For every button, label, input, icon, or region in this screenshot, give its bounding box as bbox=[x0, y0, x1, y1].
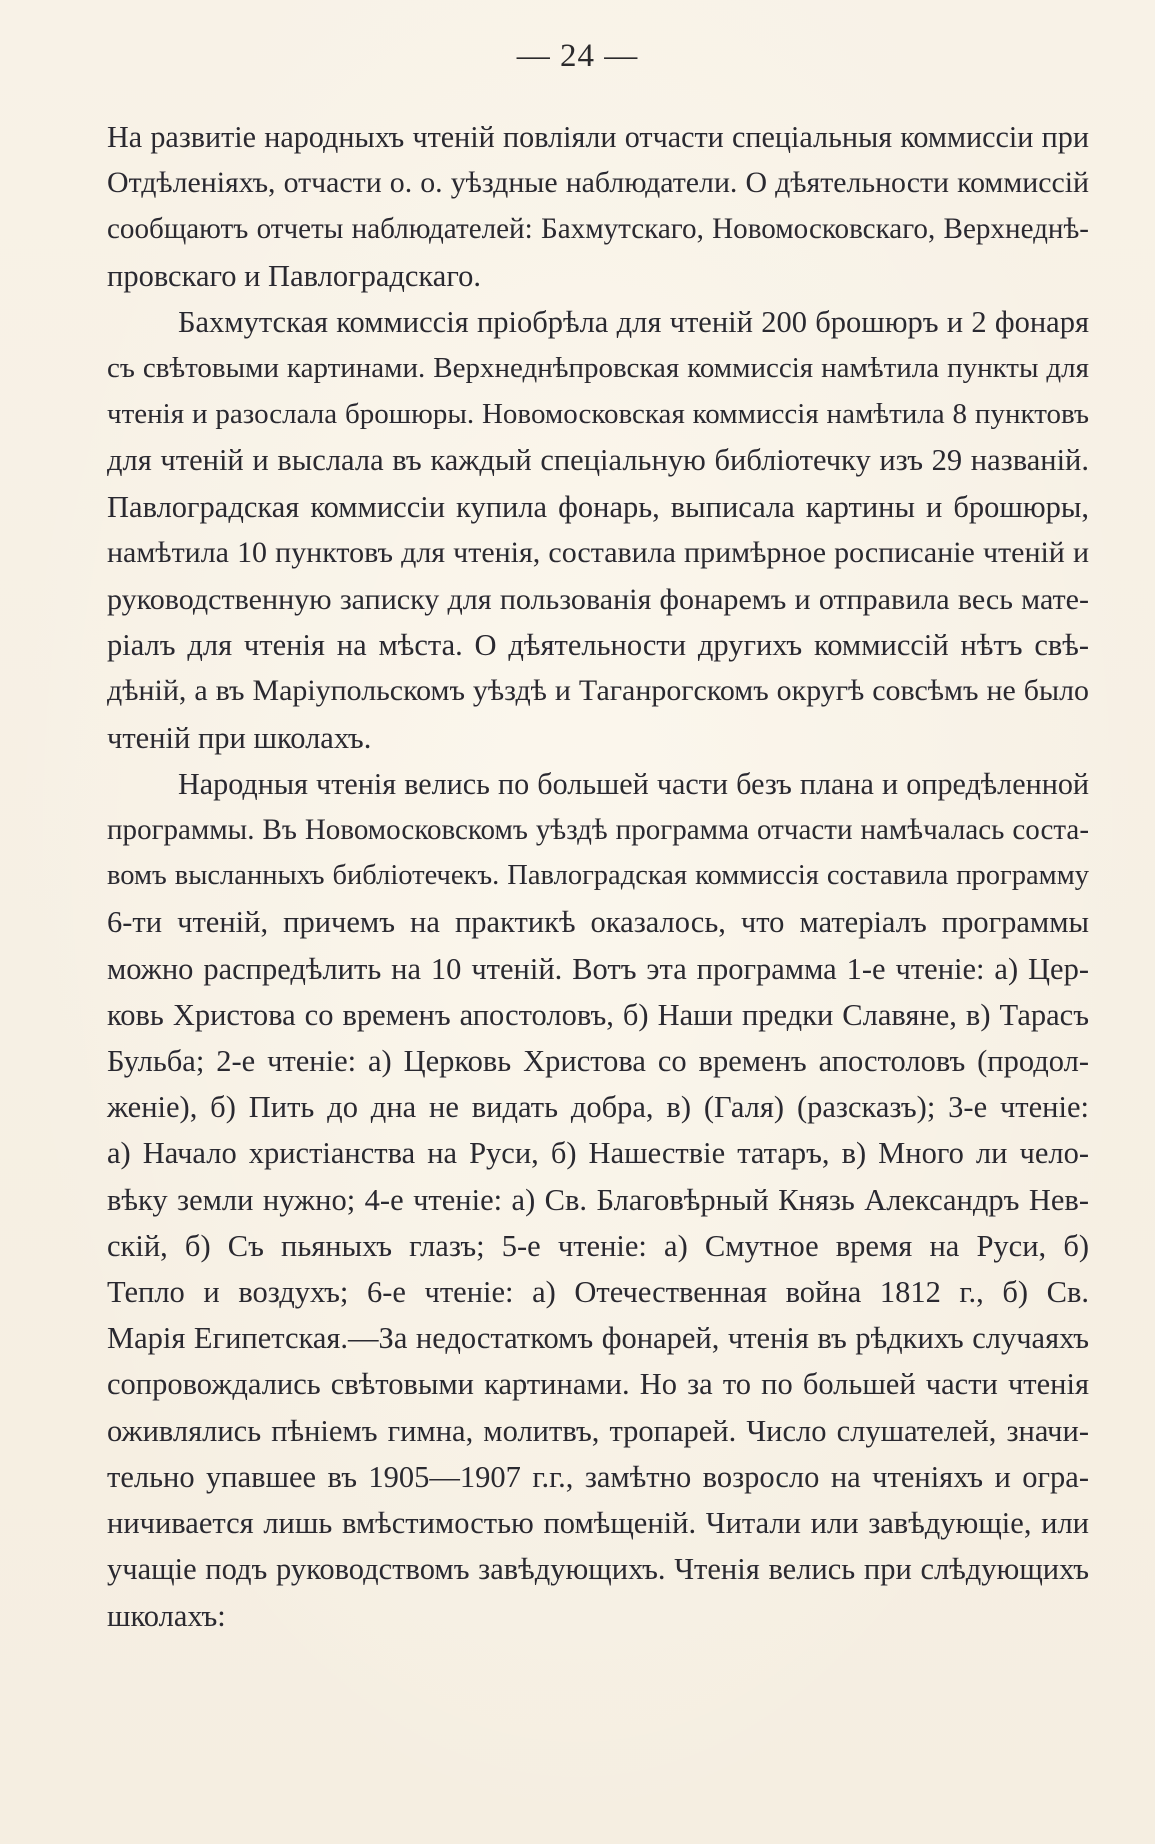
text-line: Марія Египетская.—За недостаткомъ фонарей, чтенія въ рѣдкихъ случаяхъ bbox=[107, 1321, 1089, 1356]
text-line: На развитіе народныхъ чтеній повліяли отчасти спеціальныя коммиссіи при bbox=[107, 120, 1089, 154]
text-line: 6-ти чтеній, причемъ на практикѣ оказалось, что матеріалъ программы bbox=[107, 905, 1089, 940]
text-line: провскаго и Павлоградскаго. bbox=[107, 258, 481, 293]
text-line: Отдѣленіяхъ, отчасти о. о. уѣздные наблюдатели. О дѣятельности коммиссій bbox=[107, 166, 1089, 200]
text-line: ріалъ для чтенія на мѣста. О дѣятельности другихъ коммиссій нѣтъ свѣ- bbox=[107, 628, 1089, 663]
page-number: — 24 — bbox=[516, 38, 639, 74]
text-line: чтенія и разослала брошюры. Новомосковская коммиссія намѣтила 8 пунктовъ bbox=[107, 398, 1089, 431]
text-line: школахъ: bbox=[107, 1598, 226, 1633]
text-line: Народныя чтенія велись по большей части безъ плана и опредѣленной bbox=[178, 766, 1089, 801]
text-line: съ свѣтовыми картинами. Верхнеднѣпровская коммиссія намѣтила пункты для bbox=[107, 352, 1089, 385]
text-line: намѣтила 10 пунктовъ для чтенія, составила примѣрное росписаніе чтеній и bbox=[107, 535, 1089, 569]
text-line: оживлялись пѣніемъ гимна, молитвъ, тропарей. Число слушателей, значи- bbox=[107, 1413, 1089, 1448]
text-line: Тепло и воздухъ; 6-е чтеніе: а) Отечественная война 1812 г., б) Св. bbox=[107, 1275, 1089, 1310]
text-line: руководственную записку для пользованія фонаремъ и отправила весь мате- bbox=[107, 582, 1089, 617]
text-line: скій, б) Съ пьяныхъ глазъ; 5-е чтеніе: а) Смутное время на Руси, б) bbox=[107, 1228, 1089, 1263]
text-line: сопровождались свѣтовыми картинами. Но за то по большей части чтенія bbox=[107, 1367, 1089, 1402]
text-line: для чтеній и выслала въ каждый спеціальную библіотечку изъ 29 названій. bbox=[107, 443, 1089, 478]
text-line: ковь Христова со временъ апостоловъ, б) Наши предки Славяне, в) Тарасъ bbox=[107, 997, 1089, 1032]
text-line: вѣку земли нужно; 4-е чтеніе: а) Св. Благовѣрный Князь Александръ Нев- bbox=[107, 1182, 1089, 1217]
text-line: учащіе подъ руководствомъ завѣдующихъ. Чтенія велись при слѣдующихъ bbox=[107, 1552, 1089, 1587]
body-text bbox=[107, 114, 1089, 1639]
text-line: программы. Въ Новомосковскомъ уѣздѣ программа отчасти намѣчалась соста- bbox=[107, 814, 1089, 847]
text-line: Бахмутская коммиссія пріобрѣла для чтеній 200 брошюръ и 2 фонаря bbox=[178, 304, 1089, 339]
text-line: тельно упавшее въ 1905—1907 г.г., замѣтно возросло на чтеніяхъ и огра- bbox=[107, 1459, 1089, 1494]
text-line: ничивается лишь вмѣстимостью помѣщеній. Читали или завѣдующіе, или bbox=[107, 1506, 1089, 1541]
text-line: сообщаютъ отчеты наблюдателей: Бахмутскаго, Новомосковскаго, Верхнеднѣ- bbox=[107, 213, 1089, 246]
text-line: чтеній при школахъ. bbox=[107, 720, 372, 755]
text-line: Бульба; 2-е чтеніе: а) Церковь Христова со временъ апостоловъ (продол- bbox=[107, 1044, 1089, 1079]
text-line: вомъ высланныхъ библіотечекъ. Павлоградская коммиссія составила программу bbox=[107, 860, 1089, 892]
text-line: дѣній, а въ Маріупольскомъ уѣздѣ и Таганрогскомъ округѣ совсѣмъ не было bbox=[107, 674, 1089, 708]
text-line: а) Начало христіанства на Руси, б) Нашествіе татаръ, в) Много ли чело- bbox=[107, 1136, 1089, 1171]
text-line: женіе), б) Пить до дна не видать добра, в) (Галя) (разсказъ); 3-е чтеніе: bbox=[107, 1090, 1089, 1125]
text-line: Павлоградская коммиссіи купила фонарь, выписала картины и брошюры, bbox=[107, 489, 1089, 524]
text-line: можно распредѣлить на 10 чтеній. Вотъ эта программа 1-е чтеніе: а) Цер- bbox=[107, 951, 1089, 986]
